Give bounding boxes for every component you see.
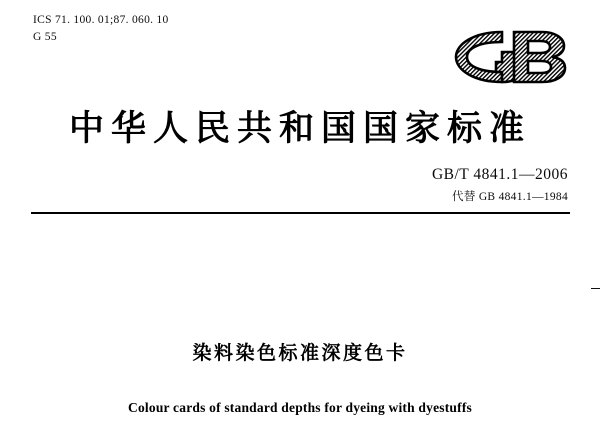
ccs-code: G 55	[33, 30, 57, 43]
standard-number-block	[432, 166, 568, 204]
horizontal-divider	[31, 212, 570, 214]
page-title: 中华人民共和国国家标准	[68, 109, 531, 149]
subject-title-chinese: 染料染色标准深度色卡	[192, 342, 408, 364]
replaces-note: 代替 GB 4841.1—1984	[452, 191, 568, 203]
subject-title-english: Colour cards of standard depths for dyeing with dyestuffs	[128, 400, 472, 415]
page-edge-tick-mark	[591, 288, 600, 289]
ics-number: ICS 71. 100. 01;87. 060. 10	[33, 14, 169, 26]
ics-classification-block	[33, 12, 169, 45]
standard-number: GB/T 4841.1—2006	[431, 166, 568, 183]
gb-emblem-icon	[452, 28, 570, 86]
